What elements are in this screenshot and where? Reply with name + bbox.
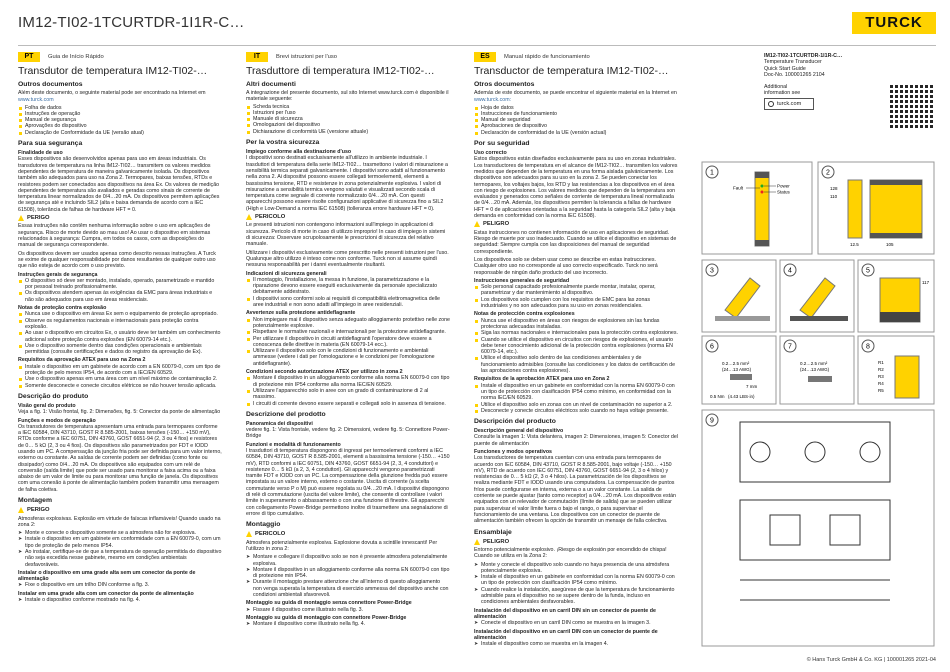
list-item: Non impiegare mai il dispositivo senza adeguato alloggiamento protettivo nelle zone potenzialmente esplosive. bbox=[246, 317, 450, 330]
website-label: turck.com bbox=[777, 101, 802, 107]
list-item: ➤ Ao instalar, certifique-se de que a temperatura de operação permitida do dispositivo não seja excedida nesse gabinete, mesmo em condições ambientais desfavoráveis. bbox=[18, 549, 222, 568]
list-item: Rispettare le normative nazionali e internazionali per la protezione antideflagrante. bbox=[246, 329, 450, 335]
terminal-label: R1 bbox=[878, 360, 884, 365]
website-link[interactable]: www.turck.com: bbox=[474, 97, 512, 104]
subheading: Instruções gerais de segurança bbox=[18, 271, 98, 278]
figure-3-label: 3 bbox=[710, 267, 714, 275]
list-item: ➤ Fissare il dispositivo come illustrato nella fig. 3. bbox=[246, 607, 450, 613]
device-front bbox=[755, 172, 769, 246]
list-item: Montare il dispositivo in un alloggiamento conforme alla norma EN 60079-0 con tipo di protezione min IP54 conforme alla norma IEC/EN 60529. bbox=[246, 375, 450, 388]
section-heading: Montaggio bbox=[246, 521, 281, 529]
warning-icon bbox=[474, 539, 480, 545]
paragraph: Estos dispositivos están diseñados exclusivamente para su uso en zonas industriales. Los transductores de temperatura en el alcance de IM12-TI02… transmiten los valores medidos que dependen de la temperatura en una forma aislada galvánicamente. Los dispositivos son adecuados para su uso en la zona 2. Se pueden conectar los termopares, los voltajes bajos, los RTD y las resistencias a los dispositivos en el área con riesgo de explosiones. Los valores medidos que dependen de la temperatura son evaluados y generados como señales de corriente de temperatura lineal normalizada de 0/4…20 mA. Además, los dispositivos permiten la tolerancia a fallas de hardware HFT = 0 de aplicaciones orientadas a la seguridad hasta la categoría SIL2 (alta y baja demanda en conformidad con la norma IEC 61508). bbox=[474, 156, 678, 220]
column-title: Transdutor de temperatura IM12-TI02-… bbox=[18, 65, 208, 77]
wire-icon bbox=[808, 376, 832, 382]
warning-icon bbox=[246, 214, 252, 220]
list-item: Utilice el dispositivo solo dentro de las condiciones ambientales y de funcionamiento admisibles (consulte las condiciones y los datos de certificación de las aprobaciones contra explosiones). bbox=[474, 355, 678, 374]
list-item: Somente desconecte e conecte circuitos elétricos se não houver tensão aplicada. bbox=[18, 383, 222, 389]
subheading: Funções e modos de operação bbox=[18, 417, 96, 424]
section-heading: Montagem bbox=[18, 497, 52, 505]
list-item: I circuiti di corrente devono essere separati e collegati solo in assenza di tensione. bbox=[246, 401, 450, 407]
dim-12-5: 12.5 bbox=[850, 242, 859, 247]
warning-label: PERIGO bbox=[27, 215, 50, 222]
subheading: Requisitos da aprovação ATEX para uso na Zona 2 bbox=[18, 357, 146, 364]
torque-imperial: (4.43 LBS·in) bbox=[728, 394, 755, 399]
terminal-top bbox=[870, 180, 922, 185]
paragraph: I dispositivi sono destinati esclusivamente all'utilizzo in ambiente industriale. I trasduttori di temperatura della serie IM12-TI02… trasmettono i valori di misurazione a sensibilità termica separati galvanicamente. I dispositivi sono adatti al funzionamento nella zona 2. Ai dispositivi possono essere collegati termoelementi, elementi a bassissima tensione, RTD e resistenze in zona potenzialmente esplosiva. I valori di misurazione a sensibilità termica vengono valutati e visualizzati secondo scala di temperatura come segnale di corrente normalizzato 0/4…20 mA. Con questi apparecchi possono essere risolte configurazioni applicative di sicurezza fino a SIL2 (High e Low-Demand a norma IEC 61508) (tolleranza errore hardware HFT = 0). bbox=[246, 155, 448, 212]
product-code: IM12-TI02-1TCURTDR-1I1R-C… bbox=[764, 53, 843, 59]
section-heading: Descripción del producto bbox=[474, 418, 556, 426]
dim-110: 110 bbox=[830, 194, 838, 199]
header bbox=[0, 0, 950, 48]
section-heading: Per la vostra sicurezza bbox=[246, 139, 320, 147]
list-item: I dispositivi sono conformi solo ai requisiti di compatibilità elettromagnetica delle aree industriali e non sono adatti all'impiego in aree residenziali. bbox=[246, 296, 450, 309]
column-title: Transductor de temperatura IM12-TI02-… bbox=[474, 65, 669, 77]
subheading: Indicazioni di sicurezza generali bbox=[246, 270, 327, 277]
section-heading: Descrição do produto bbox=[18, 392, 89, 400]
danger-notice bbox=[18, 507, 222, 528]
terminal-label: R2 bbox=[878, 367, 884, 372]
figure-1-label: 1 bbox=[710, 169, 714, 177]
product-info bbox=[764, 53, 844, 96]
list-item: Instrucciones de funcionamiento bbox=[474, 111, 678, 117]
subheading: Requisitos de la aprobación ATEX para uso en Zona 2 bbox=[474, 376, 610, 383]
warning-label: PELIGRO bbox=[483, 221, 510, 228]
section-heading: Para sua segurança bbox=[18, 140, 83, 148]
device-side-front bbox=[848, 180, 862, 238]
globe-icon bbox=[768, 101, 774, 107]
section-heading: Ensamblaje bbox=[474, 528, 512, 536]
list-item: Os dispositivos atendem apenas às exigências da EMC para áreas industriais e não são adequados para uso em áreas residenciais. bbox=[18, 290, 222, 303]
torque: 0.5 Nm bbox=[710, 394, 725, 399]
section-heading: Outros documentos bbox=[18, 81, 83, 88]
warning-label: PERIGO bbox=[27, 507, 50, 514]
list-item: Utilizzare il dispositivo solo con le condizioni di funzionamento e ambientali ammesse (vedere i dati per l'omologazione e le condizioni per l'omologazione antideflagrante). bbox=[246, 348, 450, 367]
paragraph: Atmosferas explosivas. Explosão em virtude de faíscas inflamáveis! Quando usado na zona 2: bbox=[18, 515, 221, 528]
subheading: Notas de protección contra explosiones bbox=[474, 311, 575, 318]
paragraph: Os dispositivos devem ser usados apenas como descrito nessas instruções. A Turck se exime de qualquer responsabilidade por danos resultantes de qualquer outro uso que não esteja de acordo com o uso previsto. bbox=[18, 250, 216, 270]
list-item: Aprobaciones de dispositivo bbox=[474, 123, 678, 129]
din-rail bbox=[715, 316, 770, 321]
figure-9-label: 9 bbox=[710, 417, 714, 425]
subheading: Instalación del dispositivo en un carril DIN sin un conector de puente de alimentación bbox=[474, 607, 656, 620]
wire-awg: (24…13 AWG) bbox=[800, 367, 830, 372]
list-item: ➤ Instale o dispositivo conforme mostrado na fig. 4. bbox=[18, 597, 222, 603]
list-item: Utilizzare l'apparecchio solo in aree con un grado di contaminazione di 2 al massimo. bbox=[246, 388, 450, 401]
figure-6-label: 6 bbox=[710, 343, 714, 351]
column-pt bbox=[18, 52, 222, 652]
paragraph: Esses dispositivos são desenvolvidos apenas para uso em áreas industriais. Os transdutores de temperatura na linha IM12-TI02… transmitem os valores medidos dependentes de temperatura de maneira galvanicamente isolada. Os dispositivos também são adequados para uso na Zona 2. Termopares, baixas tensões, RTDs e resistores podem ser conectados aos dispositivos na área Ex. Os valores de medição dependentes de temperatura são avaliados e geradas como sinais de corrente de temperatura linear normalizados de 0/4…20 mA. Os dispositivos permitem aplicações de segurança até e incluindo SIL2 (alta e baixa demanda de acordo com a IEC 61508), tolerância de falhas de hardware HFT = 0. bbox=[18, 156, 220, 213]
paragraph: Los dispositivos solo se deben usar como se describe en estas instrucciones. Cualquier otro uso no corresponde al uso correcto especificado. Turck no será responsable de ningún daño producto del uso incorrecto. bbox=[474, 256, 658, 276]
danger-notice bbox=[246, 531, 450, 552]
lang-subtitle: Manual rápido de funcionamiento bbox=[504, 53, 590, 60]
list-item: ➤ Conecte el dispositivo en un carril DIN como se muestra en la imagen 3. bbox=[474, 620, 678, 626]
list-item: ➤ Instale el dispositivo como se muestra en la imagen 4. bbox=[474, 641, 678, 647]
figure-7-label: 7 bbox=[788, 343, 792, 351]
list-item: ➤ Durante il montaggio prestare attenzione che all'interno di questo alloggiamento non venga superata la temperatura di esercizio ammessa del dispositivo anche con condizioni ambientali sfavorevoli. bbox=[246, 579, 450, 598]
power-led-icon bbox=[761, 185, 764, 188]
qr-code-pattern bbox=[890, 84, 934, 128]
fault-label: Fault bbox=[733, 185, 744, 191]
list-item: ➤ Cuando realice la instalación, asegúrese de que la temperatura de funcionamiento admisible para el dispositivo no se supere dentro de la funda, incluso en condiciones ambientales desfavorables. bbox=[474, 587, 678, 606]
list-item: Los dispositivos solo cumplen con los requisitos de EMC para las zonas industriales y no son adecuados para su uso en zonas residenciales. bbox=[474, 297, 678, 310]
paragraph: Veja a fig. 1: Visão frontal, fig. 2: Dimensões, fig. 5: Conector da ponte de alimentação bbox=[18, 409, 221, 416]
subheading: Instalación del dispositivo en un carril DIN con un conector de puente de alimentación bbox=[474, 628, 658, 641]
subheading: Montaggio su guida di montaggio senza connettore Power-Bridge bbox=[246, 600, 412, 607]
figures-panel bbox=[700, 160, 936, 650]
terminal-label: R4 bbox=[878, 381, 884, 386]
subheading: Montaggio su guida di montaggio con connettore Power-Bridge bbox=[246, 614, 407, 621]
paragraph: Atmosfera potenzialmente esplosiva. Esplosione dovuta a scintille innescanti! Per l'utilizzo in zona 2: bbox=[246, 539, 438, 552]
list-item: Manual de seguridad bbox=[474, 117, 678, 123]
paragraph: Utilizzare i dispositivi esclusivamente come prescritto nelle presenti istruzioni per l'uso. Qualunque altro utilizzo è inteso come non conforme. Turck non si assume quindi nessuna responsabilità per i danni eventualmente risultanti. bbox=[246, 249, 449, 269]
subheading: Condizioni secondo autorizzazione ATEX per utilizzo in zona 2 bbox=[246, 369, 403, 376]
website-button[interactable] bbox=[764, 98, 814, 110]
wire-spec: 0.2…2.5 mm² bbox=[800, 361, 828, 366]
terminal-top bbox=[755, 172, 769, 178]
subheading: Instalar em uma grade alta com um conector da ponte de alimentação bbox=[18, 590, 194, 597]
figure-2-label: 2 bbox=[826, 169, 830, 177]
lang-subtitle: Brevi istruzioni per l'uso bbox=[276, 53, 338, 60]
terminal-label: R3 bbox=[878, 374, 884, 379]
lang-code-pt: PT bbox=[18, 52, 40, 62]
list-item: Folha de dados bbox=[18, 105, 222, 111]
list-item: Hoja de datos bbox=[474, 105, 678, 111]
device-side bbox=[870, 180, 922, 238]
terminal-bottom bbox=[755, 240, 769, 246]
lang-code-it: IT bbox=[246, 52, 268, 62]
subheading: Finalidade de uso bbox=[18, 150, 63, 157]
wire-icon bbox=[730, 374, 752, 380]
header-divider bbox=[18, 45, 936, 46]
device-side bbox=[895, 356, 919, 398]
paragraph: Le presenti istruzioni non contengono informazioni sull'impiego in applicazioni di sicurezza. Pericolo di morte in caso di utilizzo improprio! In caso di impiego in sistemi di sicurezza: Osservare scrupolosamente le prescrizioni di sicurezza del relativo manuale. bbox=[246, 222, 446, 248]
danger-notice bbox=[18, 215, 222, 249]
doc-number: Doc-No. 100001265 2104 bbox=[764, 72, 825, 79]
list-item: ➤ Montare e collegare il dispositivo solo se non è presente atmosfera potenzialmente esplosiva. bbox=[246, 554, 450, 567]
section-heading: Altri documenti bbox=[246, 81, 296, 88]
list-item: ➤ Instale el dispositivo en un gabinete en conformidad con la norma EN 60079-0 con un tipo de protección con clasificación IP54 como mínimo. bbox=[474, 574, 678, 587]
strip-length: 7 mm bbox=[746, 384, 758, 389]
section-heading: Descrizione del prodotto bbox=[246, 410, 326, 418]
list-item: Manuale di sicurezza bbox=[246, 116, 450, 122]
terminal-bottom bbox=[870, 233, 922, 238]
list-item: ➤ Instale o dispositivo em um gabinete em conformidade com a EN 60079-0, com um tipo de proteção de pelo menos IP54. bbox=[18, 536, 222, 549]
lang-code-es: ES bbox=[474, 52, 496, 62]
subheading: Instalar o dispositivo em uma grade alta sem um conector da ponte de alimentação bbox=[18, 569, 196, 583]
column-es bbox=[474, 52, 678, 652]
subheading: Visão geral do produto bbox=[18, 402, 76, 409]
section-heading: Otros documentos bbox=[474, 81, 535, 88]
website-link[interactable]: www.turck.com bbox=[18, 97, 54, 104]
list-item: Manual de segurança bbox=[18, 117, 222, 123]
paragraph: Los transductores de temperatura cuentan con una entrada para termopares de acuerdo con IEC 60584, DIN 43710, GOST R 8.585-2001, bajo voltaje (-150… +150 mV), RTD de acuerdo con IEC 60751, DIN 43760, GOST 6651-94 (2, 3 o 4 hilos) y resistencias de 0… 5 kΩ (2, 3 o 4 hilos). La parametrización de los dispositivos se realiza mediante FDT e IODD usando una computadora. La compensación de puntos fríos puede configurarse en interna, externa o a un valor constante. La salida de corriente se puede ajustar (tanto como receptor) a 0/4…20 mA. Los dispositivos están equipados con un relevador de conmutación (límite de salida) que se pueden utilizar para supervisar el valor límite fuera o bajo el rango, o para supervisar el funcionamiento de una ventana. Los dispositivos con un conector de puente de alimentación también ofrecen la opción de transmitir un mensaje de falla colectiva. bbox=[474, 455, 676, 525]
status-led-icon bbox=[761, 191, 764, 194]
list-item: Instale el dispositivo en un gabinete en conformidad con la norma EN 60079-0 con un tipo de protección con clasificación IP54 como mínimo, en conformidad con la norma IEC/EN 60529. bbox=[474, 383, 678, 402]
list-item: ➤ Montare il dispositivo in un alloggiamento conforme alla norma EN 60079-0 con tipo di protezione min IP54. bbox=[246, 567, 450, 580]
list-item: Per utilizzare il dispositivo in circuiti antideflagranti l'operatore deve essere a conoscenza delle direttive in materia (EN 60079-14 ecc.). bbox=[246, 336, 450, 349]
subheading: Notas de proteção contra explosão bbox=[18, 305, 107, 312]
dim-105: 105 bbox=[886, 242, 894, 247]
doc-type: Quick Start Guide bbox=[764, 65, 806, 72]
paragraph: A integrazione del presente documento, sul sito Internet www.turck.com è disponibile il materiale seguente: bbox=[246, 90, 449, 103]
list-item: Utilice el dispositivo solo en zonas con un nivel de contaminación no superior a 2. bbox=[474, 402, 678, 408]
list-item: Declaración de conformidad de la UE (versión actual) bbox=[474, 130, 678, 136]
subheading: Impiego conforme alla destinazione d'uso bbox=[246, 149, 352, 156]
list-item: ➤ Monte e conecte o dispositivo somente se a atmosfera não for explosiva. bbox=[18, 530, 222, 536]
document-title: IM12-TI02-1TCURTDR-1I1R-C… bbox=[18, 14, 245, 31]
list-item: Observe os regulamentos nacionais e internacionais para proteção contra explosão. bbox=[18, 318, 222, 331]
list-item: Nunca use o dispositivo em áreas Ex sem o equipamento de proteção apropriado. bbox=[18, 311, 222, 317]
list-item: ➤ Fixe o dispositivo em um trilho DIN conforme a fig. 3. bbox=[18, 582, 222, 588]
danger-notice bbox=[246, 214, 450, 248]
list-item: Solo personal capacitado profesionalmente puede montar, instalar, operar, parametrizar y dar mantenimiento al dispositivo. bbox=[474, 284, 678, 297]
paragraph: vedere fig. 1: Vista frontale, vedere fig. 2: Dimensioni, vedere fig. 5: Connettore Power-Bridge bbox=[246, 427, 450, 440]
warning-label: PELIGRO bbox=[483, 538, 510, 545]
list-item: Use o dispositivo somente dentro das condições operacionais e ambientais permitidas (consulte certificações e dados do registro da aprovação de Ex). bbox=[18, 343, 222, 356]
list-item: Cuando se utilice el dispositivo en circuitos con riesgos de explosiones, el usuario debe tener conocimiento adicional de la protección contra explosiones (norma EN 60079-14, etc.). bbox=[474, 337, 678, 356]
list-item: Dichiarazione di conformità UE (versione attuale) bbox=[246, 129, 450, 135]
list-item: Nunca use el dispositivo en áreas con riesgos de explosiones sin las fundas protectoras adecuadas instaladas. bbox=[474, 318, 678, 331]
subheading: Funzioni e modalità di funzionamento bbox=[246, 441, 341, 448]
list-item: Instruções de operação bbox=[18, 111, 222, 117]
section-heading: Por su seguridad bbox=[474, 140, 530, 148]
list-item: Ao usar o dispositivo em circuitos Ex, o usuário deve ter também um conhecimento adicional sobre proteção contra explosões (EN 60079-14 etc.). bbox=[18, 330, 222, 343]
subheading: Funciones y modos operativos bbox=[474, 448, 552, 455]
terminal-label: R5 bbox=[878, 388, 884, 393]
paragraph: Consulte la imagen 1: Vista delantera, imagen 2: Dimensiones, imagen 5: Conector del puente de alimentación bbox=[474, 434, 678, 447]
list-item: Istruzioni per l'uso bbox=[246, 110, 450, 116]
footer-copyright: © Hans Turck GmbH & Co. KG | 100001265 2021-04 bbox=[806, 657, 936, 663]
product-type: Temperature Transducer bbox=[764, 59, 822, 66]
list-item: ➤ Monte y conecte el dispositivo solo cuando no haya presencia de una atmósfera potencialmente explosiva. bbox=[474, 562, 678, 575]
danger-notice bbox=[474, 539, 678, 560]
paragraph: Essas instruções não contêm nenhuma informação sobre o uso em aplicações de segurança. Risco de morte devido ao mau uso! Ao usar o dispositivo em sistemas relacionados à segurança: Cumpra, em todos os casos, com as disposições do manual de segurança correspondente. bbox=[18, 223, 211, 249]
list-item: Il montaggio, l'installazione, la messa in funzione, la parametrizzazione e la riparazione devono essere eseguiti esclusivamente da personale specializzato debitamente addestrato. bbox=[246, 277, 450, 296]
list-item: O dispositivo só deve ser montado, instalado, operado, parametrizado e mantido por pessoal treinado profissionalmente. bbox=[18, 278, 222, 291]
column-it bbox=[246, 52, 450, 652]
paragraph: Os transdutores de temperatura apresentam uma entrada para termopares conforme a IEC 60584, DIN 43710, GOST R 8.585-2001, baixas tensões (-150… +150 mV), RTDs conforme a IEC 60751, DIN 43760, GOST 6651-94 (2, 3 ou 4 fios) e resistores de 0… 5 kΩ (2, 3 ou 4 fios). Os dispositivos são parametrizados por FDT e IODD usando um PC. A compensação da junção fria pode ser definida para um valor interno, externo ou constante. As saídas de corrente podem ser definidas (como fonte ou dissipador) como 0/4…20 mA. Os dispositivos são equipados com um relé de conversão (saída limite) que pode ser usado para monitorar a faixa acima ou a faixa abaixo de um valor de limite ou para monitorar uma função de janela. Os dispositivos com uma conexão à ponte de alimentação também podem transmitir uma mensagem de falha coletiva. bbox=[18, 423, 222, 493]
list-item: Desconecte y conecte circuitos eléctricos solo cuando no haya voltaje presente. bbox=[474, 408, 678, 414]
subheading: Uso correcto bbox=[474, 150, 507, 157]
doc-list bbox=[18, 105, 222, 136]
figure-8-label: 8 bbox=[866, 343, 870, 351]
figure-9-frame bbox=[702, 410, 934, 646]
power-bridge-connector bbox=[880, 312, 920, 322]
warning-label: PERICOLO bbox=[255, 531, 286, 538]
status-label: Status bbox=[777, 189, 790, 195]
power-bridge bbox=[790, 316, 848, 321]
column-title: Trasduttore di temperatura IM12-TI02-… bbox=[246, 65, 435, 77]
wire-awg: (24…13 AWG) bbox=[722, 367, 752, 372]
list-item: Use o dispositivo apenas em uma área com um nível máximo de contaminação 2. bbox=[18, 376, 222, 382]
list-item: ➤ Montare il dispositivo come illustrato nella fig. 4. bbox=[246, 621, 450, 627]
list-item: Instale o dispositivo em um gabinete de acordo com a EN 60079-0, com um tipo de proteção de pelo menos IP54, de acordo com a IEC/EN 60529. bbox=[18, 364, 222, 377]
list-item: Declaração de Conformidade da UE (versão atual) bbox=[18, 130, 222, 136]
power-label: Power bbox=[777, 183, 790, 189]
subheading: Descripción general del dispositivo bbox=[474, 428, 564, 435]
warning-icon bbox=[18, 507, 24, 513]
list-item: Scheda tecnica bbox=[246, 104, 450, 110]
warning-label: PERICOLO bbox=[255, 214, 286, 221]
lang-subtitle: Guia de Início Rápido bbox=[48, 53, 104, 60]
paragraph: Estas instrucciones no contienen información de uso en aplicaciones de seguridad. Riesgo de muerte por uso inadecuado. Cuando se utilice el dispositivo en sistemas de seguridad: Siempre cumpla con las disposiciones del manual de seguridad correspondiente. bbox=[474, 229, 677, 255]
figure-4-label: 4 bbox=[788, 267, 792, 275]
warning-icon bbox=[18, 215, 24, 221]
list-item: Omologazioni del dispositivo bbox=[246, 122, 450, 128]
additional-info-2: information see bbox=[764, 90, 801, 97]
warning-icon bbox=[246, 531, 252, 537]
dim-128: 128 bbox=[830, 186, 838, 191]
subheading: Instrucciones generales de seguridad bbox=[474, 277, 570, 284]
paragraph: I trasduttori di temperatura dispongono di ingressi per termoelementi conformi a IEC 60584, DIN 43710, GOST R 8.585-2001, elementi a bassissima tensione (-150… +150 mV), RTD conformi a IEC 60751, DIN 43760, GOST 6651-94 (2, 3, 4 conduttori) e resistenze 0… 5 kΩ (a 2, 3, 4 conduttori). Gli apparecchi vengono parametrizzati tramite FDT e IODD con un PC. La compensazione della giunzione fredda può essere impostata su un valore interno, esterno o costante. Uscita di corrente (a scelta commutante verso P o M) può essere regolata su 0/4…20 mA. I dispositivi dispongono di relè di commutazione (uscita del valore limite), che consente di controllare i valori limite in superamento o abbassamento o con una funzione di finestre. Gli apparecchi con collegamento Power-Bridge permettono inoltre di trasmettere una segnalazione di errore di tipo cumulativo. bbox=[246, 447, 450, 517]
list-item: Aprovações do dispositivo bbox=[18, 123, 222, 129]
list-item: Siga las normas nacionales e internacionales para la protección contra explosiones. bbox=[474, 330, 678, 336]
subheading: Panoramica dei dispositivi bbox=[246, 420, 313, 427]
danger-notice bbox=[474, 221, 678, 255]
paragraph: Entorno potencialmente explosivo. ¡Riesgo de explosión por encendido de chispa! Cuando se utiliza en la Zona 2: bbox=[474, 546, 667, 560]
warning-icon bbox=[474, 221, 480, 227]
additional-info: Additional bbox=[764, 83, 788, 90]
turck-logo: TURCK bbox=[852, 12, 936, 34]
paragraph: Além deste documento, o seguinte material pode ser encontrado na Internet em bbox=[18, 90, 206, 96]
dim-117: 117 bbox=[922, 280, 930, 285]
wire-spec: 0.2…2.5 mm² bbox=[722, 361, 750, 366]
subheading: Avvertenze sulla protezione antideflagrante bbox=[246, 310, 356, 317]
figure-5-label: 5 bbox=[866, 267, 870, 275]
paragraph: Además de este documento, se puede encontrar el siguiente material en la Internet en bbox=[474, 90, 677, 96]
